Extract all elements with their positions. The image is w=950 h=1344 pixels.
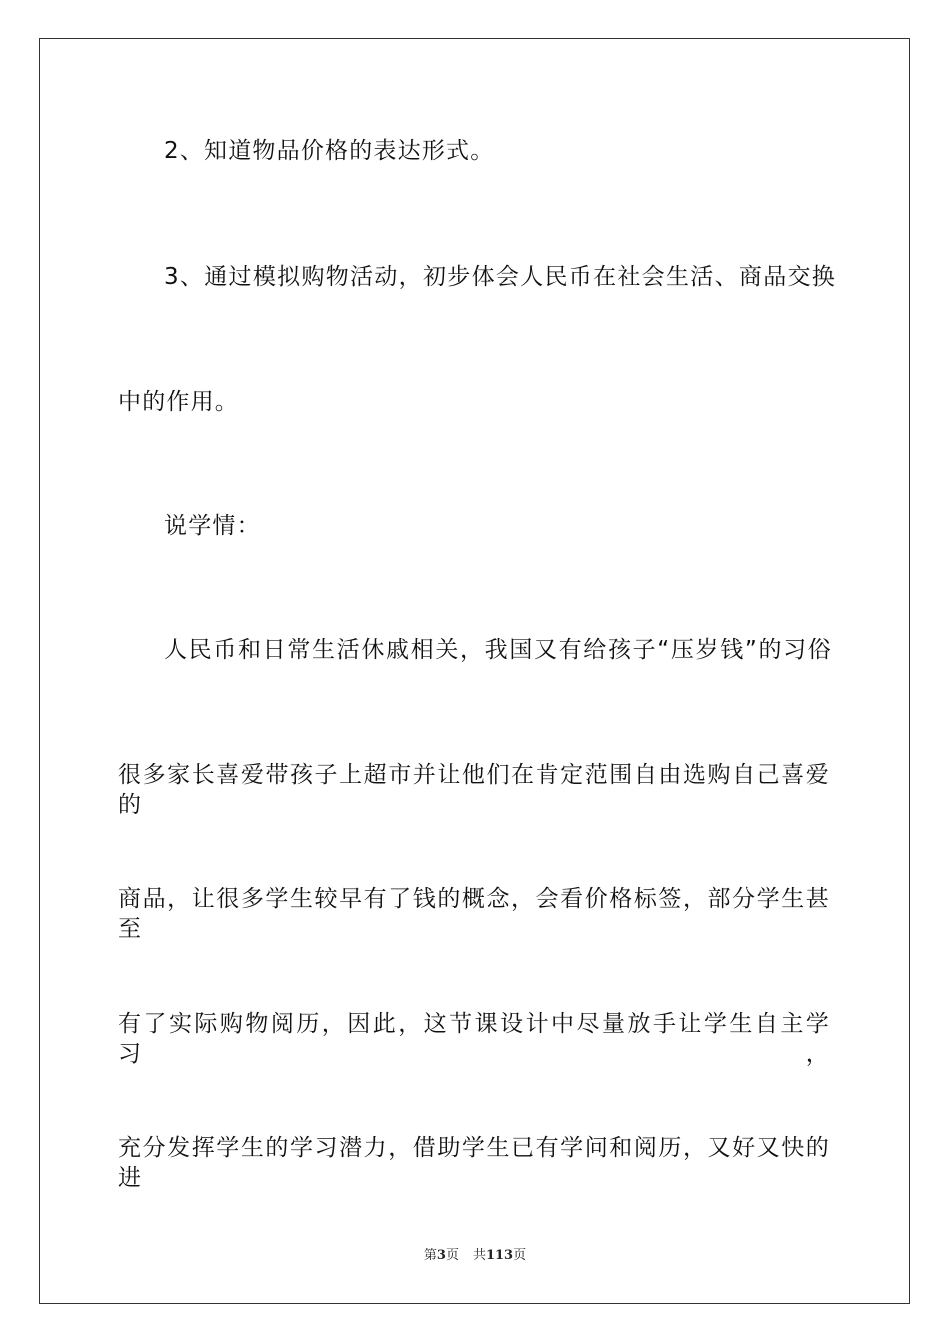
footer-page-number: 3 — [436, 1248, 446, 1263]
footer-total-pages: 113 — [485, 1248, 514, 1263]
paragraph-line-3: 中的作用。 — [118, 389, 239, 415]
paragraph-line-2: 3、通过模拟购物活动，初步体会人民币在社会生活、商品交换 — [164, 264, 836, 290]
paragraph-line-5: 人民币和日常生活休戚相关，我国又有给孩子“压岁钱”的习俗 — [164, 637, 832, 663]
footer-total-prefix: 共 — [472, 1248, 486, 1263]
paragraph-line-8: 有了实际购物阅历，因此，这节课设计中尽量放手让学生自主学习， — [118, 1011, 830, 1067]
page-border — [39, 38, 910, 1304]
footer-page-suffix: 页 — [445, 1248, 459, 1263]
paragraph-line-6: 很多家长喜爱带孩子上超市并让他们在肯定范围自由选购自己喜爱的 — [118, 762, 830, 818]
paragraph-line-1: 2、知道物品价格的表达形式。 — [164, 138, 495, 164]
page-footer — [0, 1247, 950, 1265]
footer-page-prefix: 第 — [423, 1248, 437, 1263]
section-heading: 说学情： — [164, 513, 261, 539]
paragraph-line-9: 充分发挥学生的学习潜力，借助学生已有学问和阅历，又好又快的进 — [118, 1135, 830, 1191]
paragraph-line-7: 商品，让很多学生较早有了钱的概念，会看价格标签，部分学生甚至 — [118, 886, 830, 942]
footer-total-suffix: 页 — [513, 1248, 527, 1263]
